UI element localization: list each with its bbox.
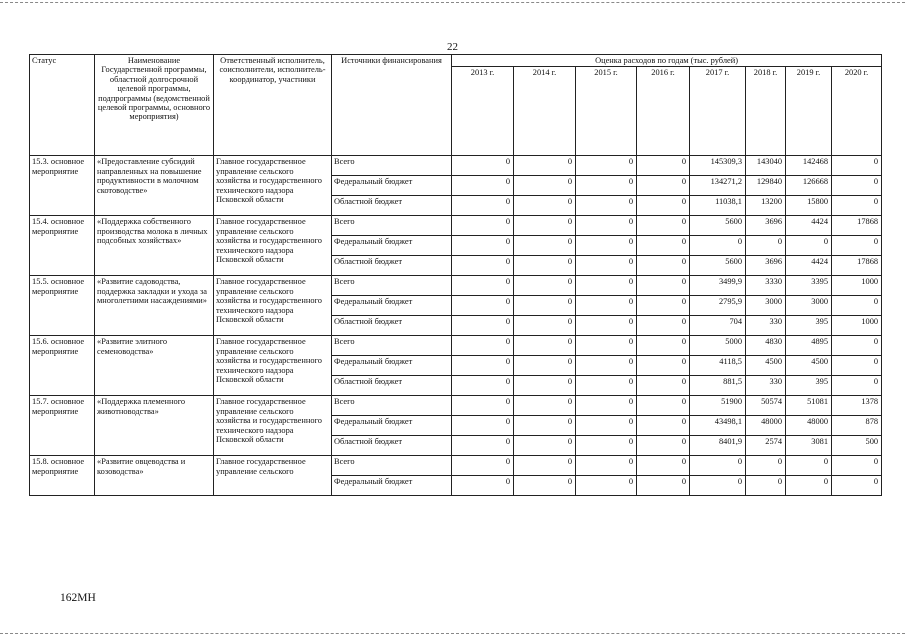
value-cell: 5600 — [690, 216, 746, 236]
value-cell: 0 — [514, 336, 576, 356]
value-cell: 0 — [514, 236, 576, 256]
value-cell: 0 — [514, 216, 576, 236]
value-cell: 0 — [452, 416, 514, 436]
value-cell: 0 — [576, 356, 637, 376]
source-cell: Федеральный бюджет — [332, 476, 452, 496]
value-cell: 0 — [832, 456, 882, 476]
value-cell: 0 — [637, 216, 690, 236]
value-cell: 0 — [514, 416, 576, 436]
value-cell: 0 — [576, 476, 637, 496]
value-cell: 143040 — [746, 156, 786, 176]
header-year: 2017 г. — [690, 67, 746, 156]
value-cell: 0 — [690, 456, 746, 476]
source-cell: Федеральный бюджет — [332, 356, 452, 376]
value-cell: 51900 — [690, 396, 746, 416]
value-cell: 8401,9 — [690, 436, 746, 456]
value-cell: 4895 — [786, 336, 832, 356]
value-cell: 145309,3 — [690, 156, 746, 176]
header-name: Наименование Государственной программы, областной долгосрочной целевой программы, подпрограммы (ведомственной целевой программы, основного мероприятия) — [95, 55, 214, 156]
value-cell: 0 — [576, 156, 637, 176]
value-cell: 0 — [637, 476, 690, 496]
status-cell: 15.6. основное мероприятие — [30, 336, 95, 396]
name-cell: «Предоставление субсидий направленных на повышение продуктивности в молочном скотоводстве» — [95, 156, 214, 216]
value-cell: 5600 — [690, 256, 746, 276]
value-cell: 0 — [452, 396, 514, 416]
value-cell: 0 — [576, 456, 637, 476]
value-cell: 395 — [786, 376, 832, 396]
value-cell: 500 — [832, 436, 882, 456]
value-cell: 0 — [514, 376, 576, 396]
status-cell: 15.7. основное мероприятие — [30, 396, 95, 456]
value-cell: 11038,1 — [690, 196, 746, 216]
value-cell: 0 — [637, 416, 690, 436]
value-cell: 0 — [514, 356, 576, 376]
value-cell: 0 — [637, 396, 690, 416]
value-cell: 4830 — [746, 336, 786, 356]
value-cell: 0 — [786, 476, 832, 496]
value-cell: 0 — [452, 456, 514, 476]
value-cell: 51081 — [786, 396, 832, 416]
header-sources: Источники финансирования — [332, 55, 452, 156]
value-cell: 0 — [514, 476, 576, 496]
header-status: Статус — [30, 55, 95, 156]
value-cell: 48000 — [786, 416, 832, 436]
value-cell: 0 — [637, 376, 690, 396]
header-year: 2020 г. — [832, 67, 882, 156]
value-cell: 0 — [576, 216, 637, 236]
source-cell: Всего — [332, 276, 452, 296]
value-cell: 126668 — [786, 176, 832, 196]
value-cell: 48000 — [746, 416, 786, 436]
source-cell: Областной бюджет — [332, 196, 452, 216]
name-cell: «Развитие элитного семеноводства» — [95, 336, 214, 396]
value-cell: 0 — [690, 236, 746, 256]
value-cell: 0 — [514, 196, 576, 216]
header-year: 2016 г. — [637, 67, 690, 156]
header-year: 2014 г. — [514, 67, 576, 156]
status-cell: 15.5. основное мероприятие — [30, 276, 95, 336]
source-cell: Областной бюджет — [332, 316, 452, 336]
value-cell: 0 — [637, 456, 690, 476]
value-cell: 17868 — [832, 256, 882, 276]
value-cell: 0 — [452, 276, 514, 296]
value-cell: 134271,2 — [690, 176, 746, 196]
header-year: 2018 г. — [746, 67, 786, 156]
table-row — [30, 156, 882, 176]
source-cell: Федеральный бюджет — [332, 176, 452, 196]
value-cell: 878 — [832, 416, 882, 436]
value-cell: 3000 — [746, 296, 786, 316]
value-cell: 0 — [514, 396, 576, 416]
value-cell: 0 — [832, 356, 882, 376]
value-cell: 3499,9 — [690, 276, 746, 296]
value-cell: 0 — [637, 176, 690, 196]
value-cell: 0 — [452, 376, 514, 396]
value-cell: 0 — [832, 196, 882, 216]
header-year: 2013 г. — [452, 67, 514, 156]
table-row — [30, 336, 882, 356]
value-cell: 395 — [786, 316, 832, 336]
value-cell: 0 — [452, 436, 514, 456]
value-cell: 0 — [514, 456, 576, 476]
value-cell: 0 — [576, 236, 637, 256]
value-cell: 0 — [452, 356, 514, 376]
name-cell: «Развитие садоводства, поддержка закладки и ухода за многолетними насаждениями» — [95, 276, 214, 336]
budget-table — [29, 54, 882, 496]
value-cell: 0 — [637, 156, 690, 176]
page-number: 22 — [447, 41, 458, 53]
value-cell: 0 — [452, 156, 514, 176]
value-cell: 0 — [786, 236, 832, 256]
table-body — [30, 156, 882, 496]
value-cell: 0 — [637, 236, 690, 256]
source-cell: Областной бюджет — [332, 256, 452, 276]
status-cell: 15.4. основное мероприятие — [30, 216, 95, 276]
value-cell: 0 — [576, 296, 637, 316]
value-cell: 3000 — [786, 296, 832, 316]
header-estimate: Оценка расходов по годам (тыс. рублей) — [452, 55, 882, 67]
value-cell: 0 — [637, 276, 690, 296]
value-cell: 0 — [637, 196, 690, 216]
header-year: 2015 г. — [576, 67, 637, 156]
value-cell: 0 — [514, 316, 576, 336]
source-cell: Всего — [332, 216, 452, 236]
value-cell: 330 — [746, 376, 786, 396]
value-cell: 0 — [452, 216, 514, 236]
value-cell: 0 — [637, 256, 690, 276]
value-cell: 50574 — [746, 396, 786, 416]
value-cell: 0 — [576, 316, 637, 336]
value-cell: 43498,1 — [690, 416, 746, 436]
value-cell: 330 — [746, 316, 786, 336]
footer-code: 162МН — [60, 592, 96, 604]
value-cell: 0 — [832, 476, 882, 496]
value-cell: 1378 — [832, 396, 882, 416]
value-cell: 3330 — [746, 276, 786, 296]
table-row — [30, 276, 882, 296]
value-cell: 0 — [690, 476, 746, 496]
value-cell: 0 — [514, 176, 576, 196]
responsible-cell: Главное государственное управление сельского хозяйства и государственного технического надзора Псковской области — [214, 396, 332, 456]
table-row — [30, 396, 882, 416]
value-cell: 0 — [514, 276, 576, 296]
value-cell: 0 — [576, 436, 637, 456]
value-cell: 0 — [452, 176, 514, 196]
value-cell: 0 — [576, 176, 637, 196]
value-cell: 0 — [452, 336, 514, 356]
value-cell: 2574 — [746, 436, 786, 456]
value-cell: 5000 — [690, 336, 746, 356]
value-cell: 0 — [746, 476, 786, 496]
value-cell: 0 — [514, 296, 576, 316]
value-cell: 4424 — [786, 256, 832, 276]
scan-top-edge — [0, 2, 905, 3]
value-cell: 1000 — [832, 276, 882, 296]
value-cell: 0 — [637, 296, 690, 316]
value-cell: 0 — [514, 436, 576, 456]
value-cell: 0 — [786, 456, 832, 476]
value-cell: 0 — [576, 336, 637, 356]
value-cell: 881,5 — [690, 376, 746, 396]
value-cell: 0 — [832, 236, 882, 256]
value-cell: 0 — [637, 436, 690, 456]
value-cell: 0 — [452, 256, 514, 276]
source-cell: Всего — [332, 396, 452, 416]
name-cell: «Поддержка племенного животноводства» — [95, 396, 214, 456]
value-cell: 4500 — [786, 356, 832, 376]
value-cell: 142468 — [786, 156, 832, 176]
value-cell: 3395 — [786, 276, 832, 296]
status-cell: 15.8. основное мероприятие — [30, 456, 95, 496]
value-cell: 3081 — [786, 436, 832, 456]
status-cell: 15.3. основное мероприятие — [30, 156, 95, 216]
value-cell: 0 — [452, 476, 514, 496]
value-cell: 0 — [832, 176, 882, 196]
value-cell: 0 — [576, 276, 637, 296]
scan-bottom-edge — [0, 633, 905, 634]
source-cell: Федеральный бюджет — [332, 296, 452, 316]
value-cell: 0 — [746, 456, 786, 476]
value-cell: 13200 — [746, 196, 786, 216]
value-cell: 0 — [514, 156, 576, 176]
source-cell: Областной бюджет — [332, 436, 452, 456]
source-cell: Всего — [332, 336, 452, 356]
value-cell: 4424 — [786, 216, 832, 236]
value-cell: 0 — [746, 236, 786, 256]
source-cell: Федеральный бюджет — [332, 236, 452, 256]
name-cell: «Поддержка собственного производства молока в личных подсобных хозяйствах» — [95, 216, 214, 276]
value-cell: 1000 — [832, 316, 882, 336]
responsible-cell: Главное государственное управление сельского хозяйства и государственного технического надзора Псковской области — [214, 336, 332, 396]
value-cell: 0 — [576, 376, 637, 396]
value-cell: 0 — [576, 416, 637, 436]
table-row — [30, 456, 882, 476]
value-cell: 0 — [576, 196, 637, 216]
value-cell: 0 — [452, 316, 514, 336]
value-cell: 0 — [576, 396, 637, 416]
value-cell: 0 — [576, 256, 637, 276]
source-cell: Федеральный бюджет — [332, 416, 452, 436]
header-responsible: Ответственный исполнитель, соисполнители, исполнитель-координатор, участники — [214, 55, 332, 156]
value-cell: 704 — [690, 316, 746, 336]
value-cell: 0 — [832, 296, 882, 316]
value-cell: 17868 — [832, 216, 882, 236]
source-cell: Всего — [332, 156, 452, 176]
value-cell: 0 — [452, 236, 514, 256]
source-cell: Всего — [332, 456, 452, 476]
value-cell: 0 — [832, 156, 882, 176]
table-row — [30, 216, 882, 236]
value-cell: 0 — [832, 336, 882, 356]
value-cell: 4118,5 — [690, 356, 746, 376]
value-cell: 4500 — [746, 356, 786, 376]
value-cell: 0 — [452, 196, 514, 216]
value-cell: 2795,9 — [690, 296, 746, 316]
value-cell: 0 — [514, 256, 576, 276]
responsible-cell: Главное государственное управление сельского хозяйства и государственного технического надзора Псковской области — [214, 156, 332, 216]
value-cell: 3696 — [746, 216, 786, 236]
source-cell: Областной бюджет — [332, 376, 452, 396]
responsible-cell: Главное государственное управление сельского хозяйства и государственного технического надзора Псковской области — [214, 276, 332, 336]
header-year: 2019 г. — [786, 67, 832, 156]
value-cell: 0 — [832, 376, 882, 396]
value-cell: 15800 — [786, 196, 832, 216]
value-cell: 3696 — [746, 256, 786, 276]
value-cell: 0 — [452, 296, 514, 316]
responsible-cell: Главное государственное управление сельского — [214, 456, 332, 496]
value-cell: 129840 — [746, 176, 786, 196]
value-cell: 0 — [637, 336, 690, 356]
value-cell: 0 — [637, 316, 690, 336]
value-cell: 0 — [637, 356, 690, 376]
name-cell: «Развитие овцеводства и козоводства» — [95, 456, 214, 496]
responsible-cell: Главное государственное управление сельского хозяйства и государственного технического надзора Псковской области — [214, 216, 332, 276]
